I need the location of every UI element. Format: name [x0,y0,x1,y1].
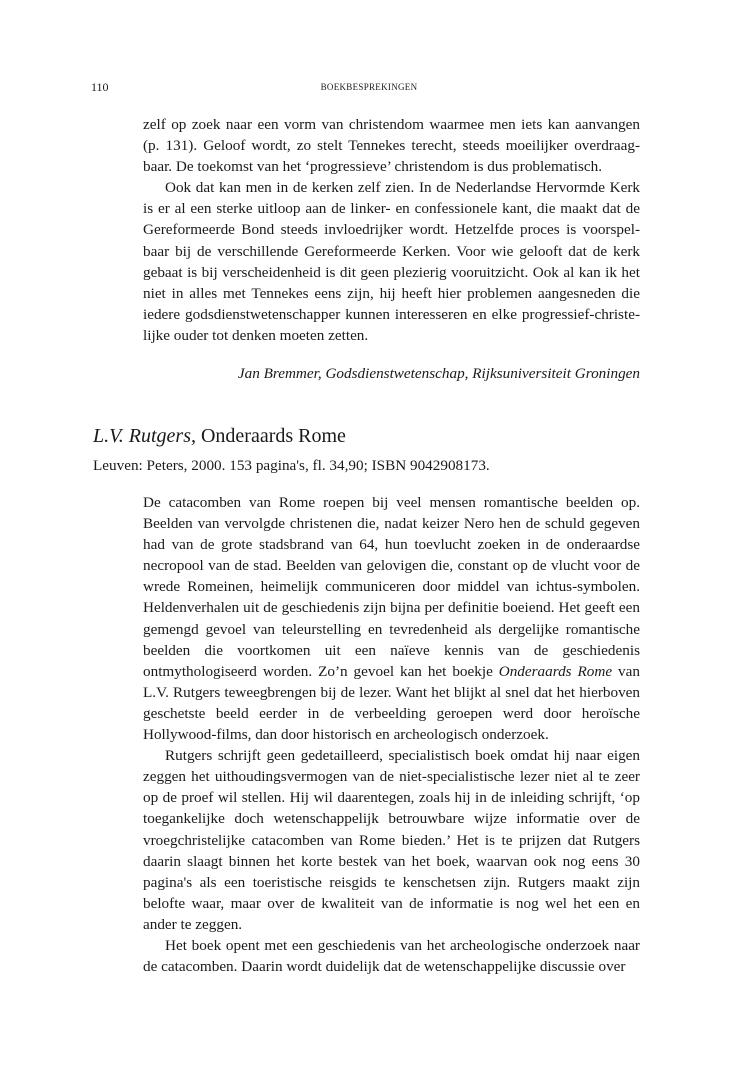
paragraph: zelf op zoek naar een vorm van christendom waarmee men iets kan aanvangen (p. 131). Geloof wordt, zo stelt Tennekes terecht, steeds moeilijker overdraagbaar. De toekomst van het ‘progressieve’ christendom is dus problematisch. [143,116,640,176]
paragraph-text: De catacomben van Rome roepen bij veel mensen romantische beelden op. Beelden van vervolgde christenen die, nadat keizer Nero hen de schuld gegeven had van de grote stadsbrand van 64, hun toevlucht zoeken in de onderaardse necropool van de stad. Beelden van gelovigen die, constant op de vlucht voor de wrede Romeinen, heimelijk communiceren door middel van ichtus-symbolen. Heldenverhalen uit de geschiedenis zijn bijna per definitie boeiend. Het geeft een gemengd gevoel van teleurstelling en tevredenheid als dergelijke romantische beelden die voortkomen uit een naïeve kennis van de geschiedenis ontmythologiseerd worden. Zo’n gevoel kan het boekje [143,494,640,680]
paragraph [143,492,640,745]
book-title-inline: Onderaards Rome [498,662,613,680]
reviewer-signature: Jan Bremmer, Godsdienstwetenschap, Rijksuniversiteit Groningen [237,365,640,382]
paragraph-text: van L.V. Rutgers teweegbrengen bij de lezer. Want het blijkt al snel dat het hierboven geschetste beeld eerder in de verbeelding geroepen werd door heroïsche Hollywood-films, dan door historisch en archeologisch onderzoek. [143,662,640,744]
book-author: L.V. Rutgers, [93,425,196,447]
page-number: 110 [91,80,109,94]
paragraph: Het boek opent met een geschiedenis van het archeologische onderzoek naar de catacomben. Daarin wordt duidelijk dat de wetenschappelijke discussie over [143,936,640,976]
paragraph: Ook dat kan men in de kerken zelf zien. In de Nederlandse Hervormde Kerk is er al een sterke uitloop aan de linker- en confessionele kant, die maakt dat de Gereformeerde Bond steeds invloedrijker wordt. Hetzelfde proces is voorspelbaar bij de verschillende Gereformeerde Kerken. Voor wie gelooft dat de kerk gebaat is bij verscheidenheid is dit geen plezierig vooruitzicht. Ook al kan ik het niet in alles met Tennekes eens zijn, hij heeft hier problemen aangesneden die iedere godsdienstwetenschapper kunnen interesseren en elke progressief-christelijke ouder tot denken moeten zetten. [143,179,640,344]
book-title: Onderaards Rome [200,425,346,447]
publication-details: Leuven: Peters, 2000. 153 pagina's, fl. 34,90; ISBN 9042908173. [93,457,490,474]
review-body [143,492,640,977]
running-head: BOEKBESPREKINGEN [320,82,418,92]
paragraph: Rutgers schrijft geen gedetailleerd, specialistisch boek omdat hij naar eigen zeggen het uithoudingsvermogen van de niet-specialistische lezer niet al te zeer op de proef wil stellen. Hij wil daarentegen, zoals hij in de inleiding schrijft, ‘op toegankelijke doch wetenschappelijk betrouwbare wijze informatie over de vroegchristelijke catacomben van Rome bieden.’ Het is te prijzen dat Rutgers daarin slaagt binnen het korte bestek van het boek, waarvan ook nog eens 30 pagina's als een toeristische reisgids te kenschetsen zijn. Rutgers maakt zijn belofte waar, maar over de kwaliteit van de informatie is nog wel het een en ander te zeggen. [143,747,640,933]
previous-review-body [143,114,640,346]
review-heading [93,425,346,448]
